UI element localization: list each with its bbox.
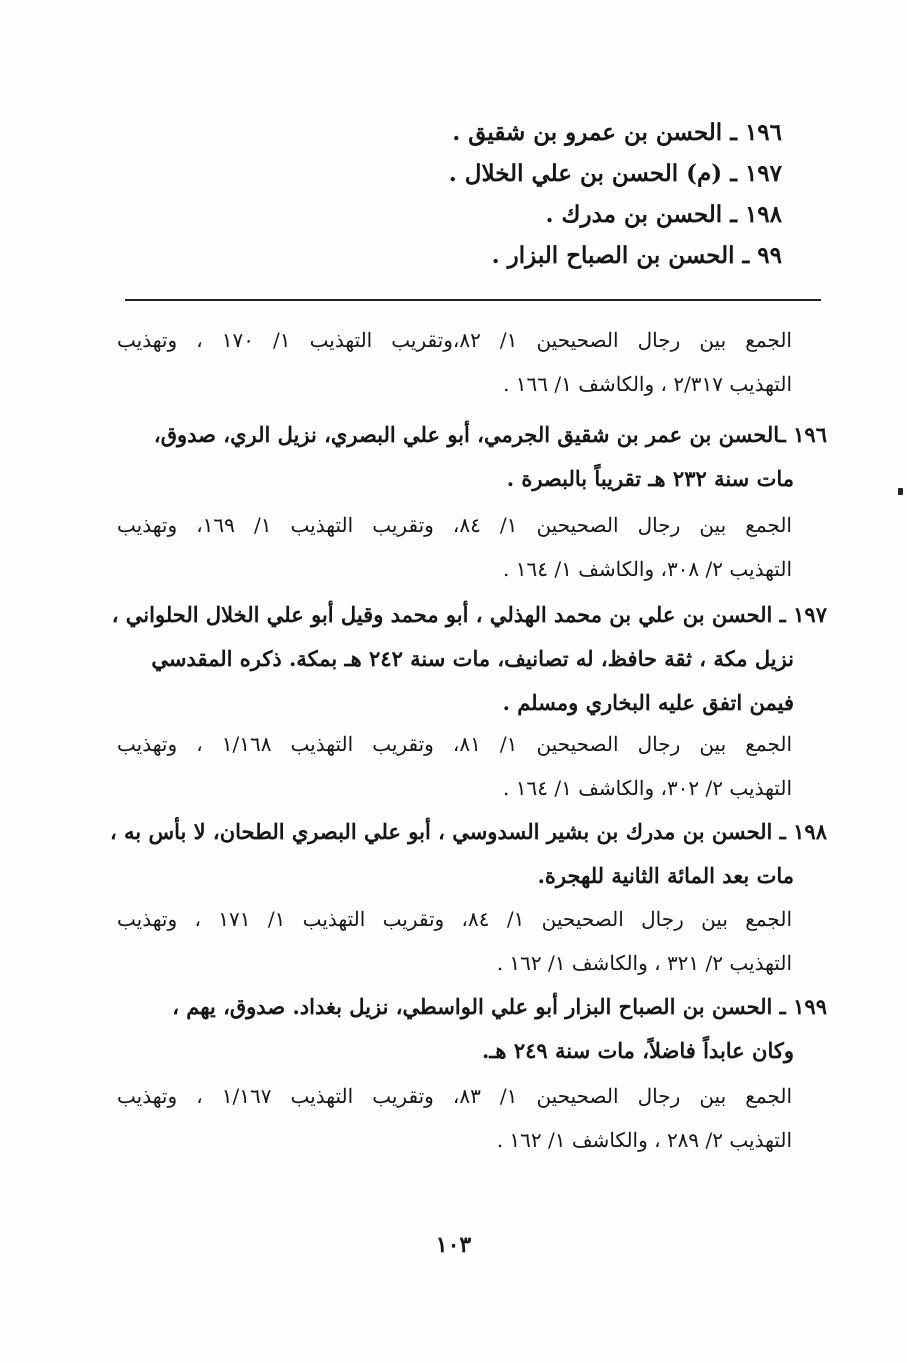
reference-line: التهذيب ٢/ ٣٠٢، والكاشف ١/ ١٦٤ .	[503, 776, 792, 800]
bio-line: ١٩٨ ـ الحسن بن مدرك بن بشير السدوسي ، أبو علي البصري الطحان، لا بأس به ،	[109, 819, 827, 844]
name-list-item: ٩٩ ـ الحسن بن الصباح البزار .	[491, 242, 782, 269]
name-list-item: ١٩٧ ـ (م) الحسن بن علي الخلال .	[448, 160, 782, 187]
reference-line: التهذيب ٢/ ٢٨٩ ، والكاشف ١/ ١٦٢ .	[496, 1128, 792, 1152]
entry-199-references	[117, 1074, 792, 1162]
entry-197-references	[117, 722, 792, 810]
bio-line: وكان عابداً فاضلاً، مات سنة ٢٤٩ هـ.	[481, 1038, 794, 1063]
entry-197-bio	[111, 593, 827, 725]
bio-line: ١٩٦ ـالحسن بن عمر بن شقيق الجرمي، أبو علي البصري، نزيل الري، صدوق،	[153, 422, 827, 447]
bio-line: فيمن اتفق عليه البخاري ومسلم .	[502, 690, 794, 715]
bio-line: ١٩٩ ـ الحسن بن الصباح البزار أبو علي الواسطي، نزيل بغداد. صدوق، يهم ،	[172, 994, 827, 1019]
reference-line: الجمع بين رجال الصحيحين ١/ ٨٢،وتقريب التهذيب ١/ ١٧٠ ، وتهذيب	[117, 328, 792, 352]
scan-speck	[898, 488, 903, 495]
footnote-divider	[125, 299, 821, 301]
previous-entry-references	[117, 318, 792, 406]
reference-line: الجمع بين رجال الصحيحين ١/ ٨٤، وتقريب التهذيب ١/ ١٦٩، وتهذيب	[117, 513, 792, 537]
entry-198-bio	[109, 810, 827, 898]
name-list-item: ١٩٦ ـ الحسن بن عمرو بن شقيق .	[452, 119, 782, 146]
reference-line: الجمع بين رجال الصحيحين ١/ ٨٤، وتقريب التهذيب ١/ ١٧١ ، وتهذيب	[117, 907, 792, 931]
reference-line: الجمع بين رجال الصحيحين ١/ ٨٣، وتقريب التهذيب ١/١٦٧ ، وتهذيب	[117, 1084, 792, 1108]
bio-line: مات بعد المائة الثانية للهجرة.	[537, 863, 794, 888]
bio-line: مات سنة ٢٣٢ هـ تقريباً بالبصرة .	[506, 466, 794, 491]
entry-198-references	[117, 897, 792, 985]
reference-line: الجمع بين رجال الصحيحين ١/ ٨١، وتقريب التهذيب ١/١٦٨ ، وتهذيب	[117, 732, 792, 756]
name-list-item: ١٩٨ ـ الحسن بن مدرك .	[545, 201, 782, 228]
chapter-name-list	[262, 112, 782, 276]
entry-196-references	[117, 503, 792, 591]
entry-199-bio	[127, 985, 827, 1073]
reference-line: التهذيب ٢/٣١٧ ، والكاشف ١/ ١٦٦ .	[503, 372, 792, 396]
page-number: ١٠٣	[435, 1232, 472, 1258]
entry-196-bio	[127, 413, 827, 501]
reference-line: التهذيب ٢/ ٣٠٨، والكاشف ١/ ١٦٤ .	[503, 557, 792, 581]
bio-line: نزيل مكة ، ثقة حافظ، له تصانيف، مات سنة ٢٤٢ هـ بمكة. ذكره المقدسي	[151, 646, 794, 671]
reference-line: التهذيب ٢/ ٣٢١ ، والكاشف ١/ ١٦٢ .	[496, 951, 792, 975]
bio-line: ١٩٧ ـ الحسن بن علي بن محمد الهذلي ، أبو محمد وقيل أبو علي الخلال الحلواني ،	[111, 602, 827, 627]
